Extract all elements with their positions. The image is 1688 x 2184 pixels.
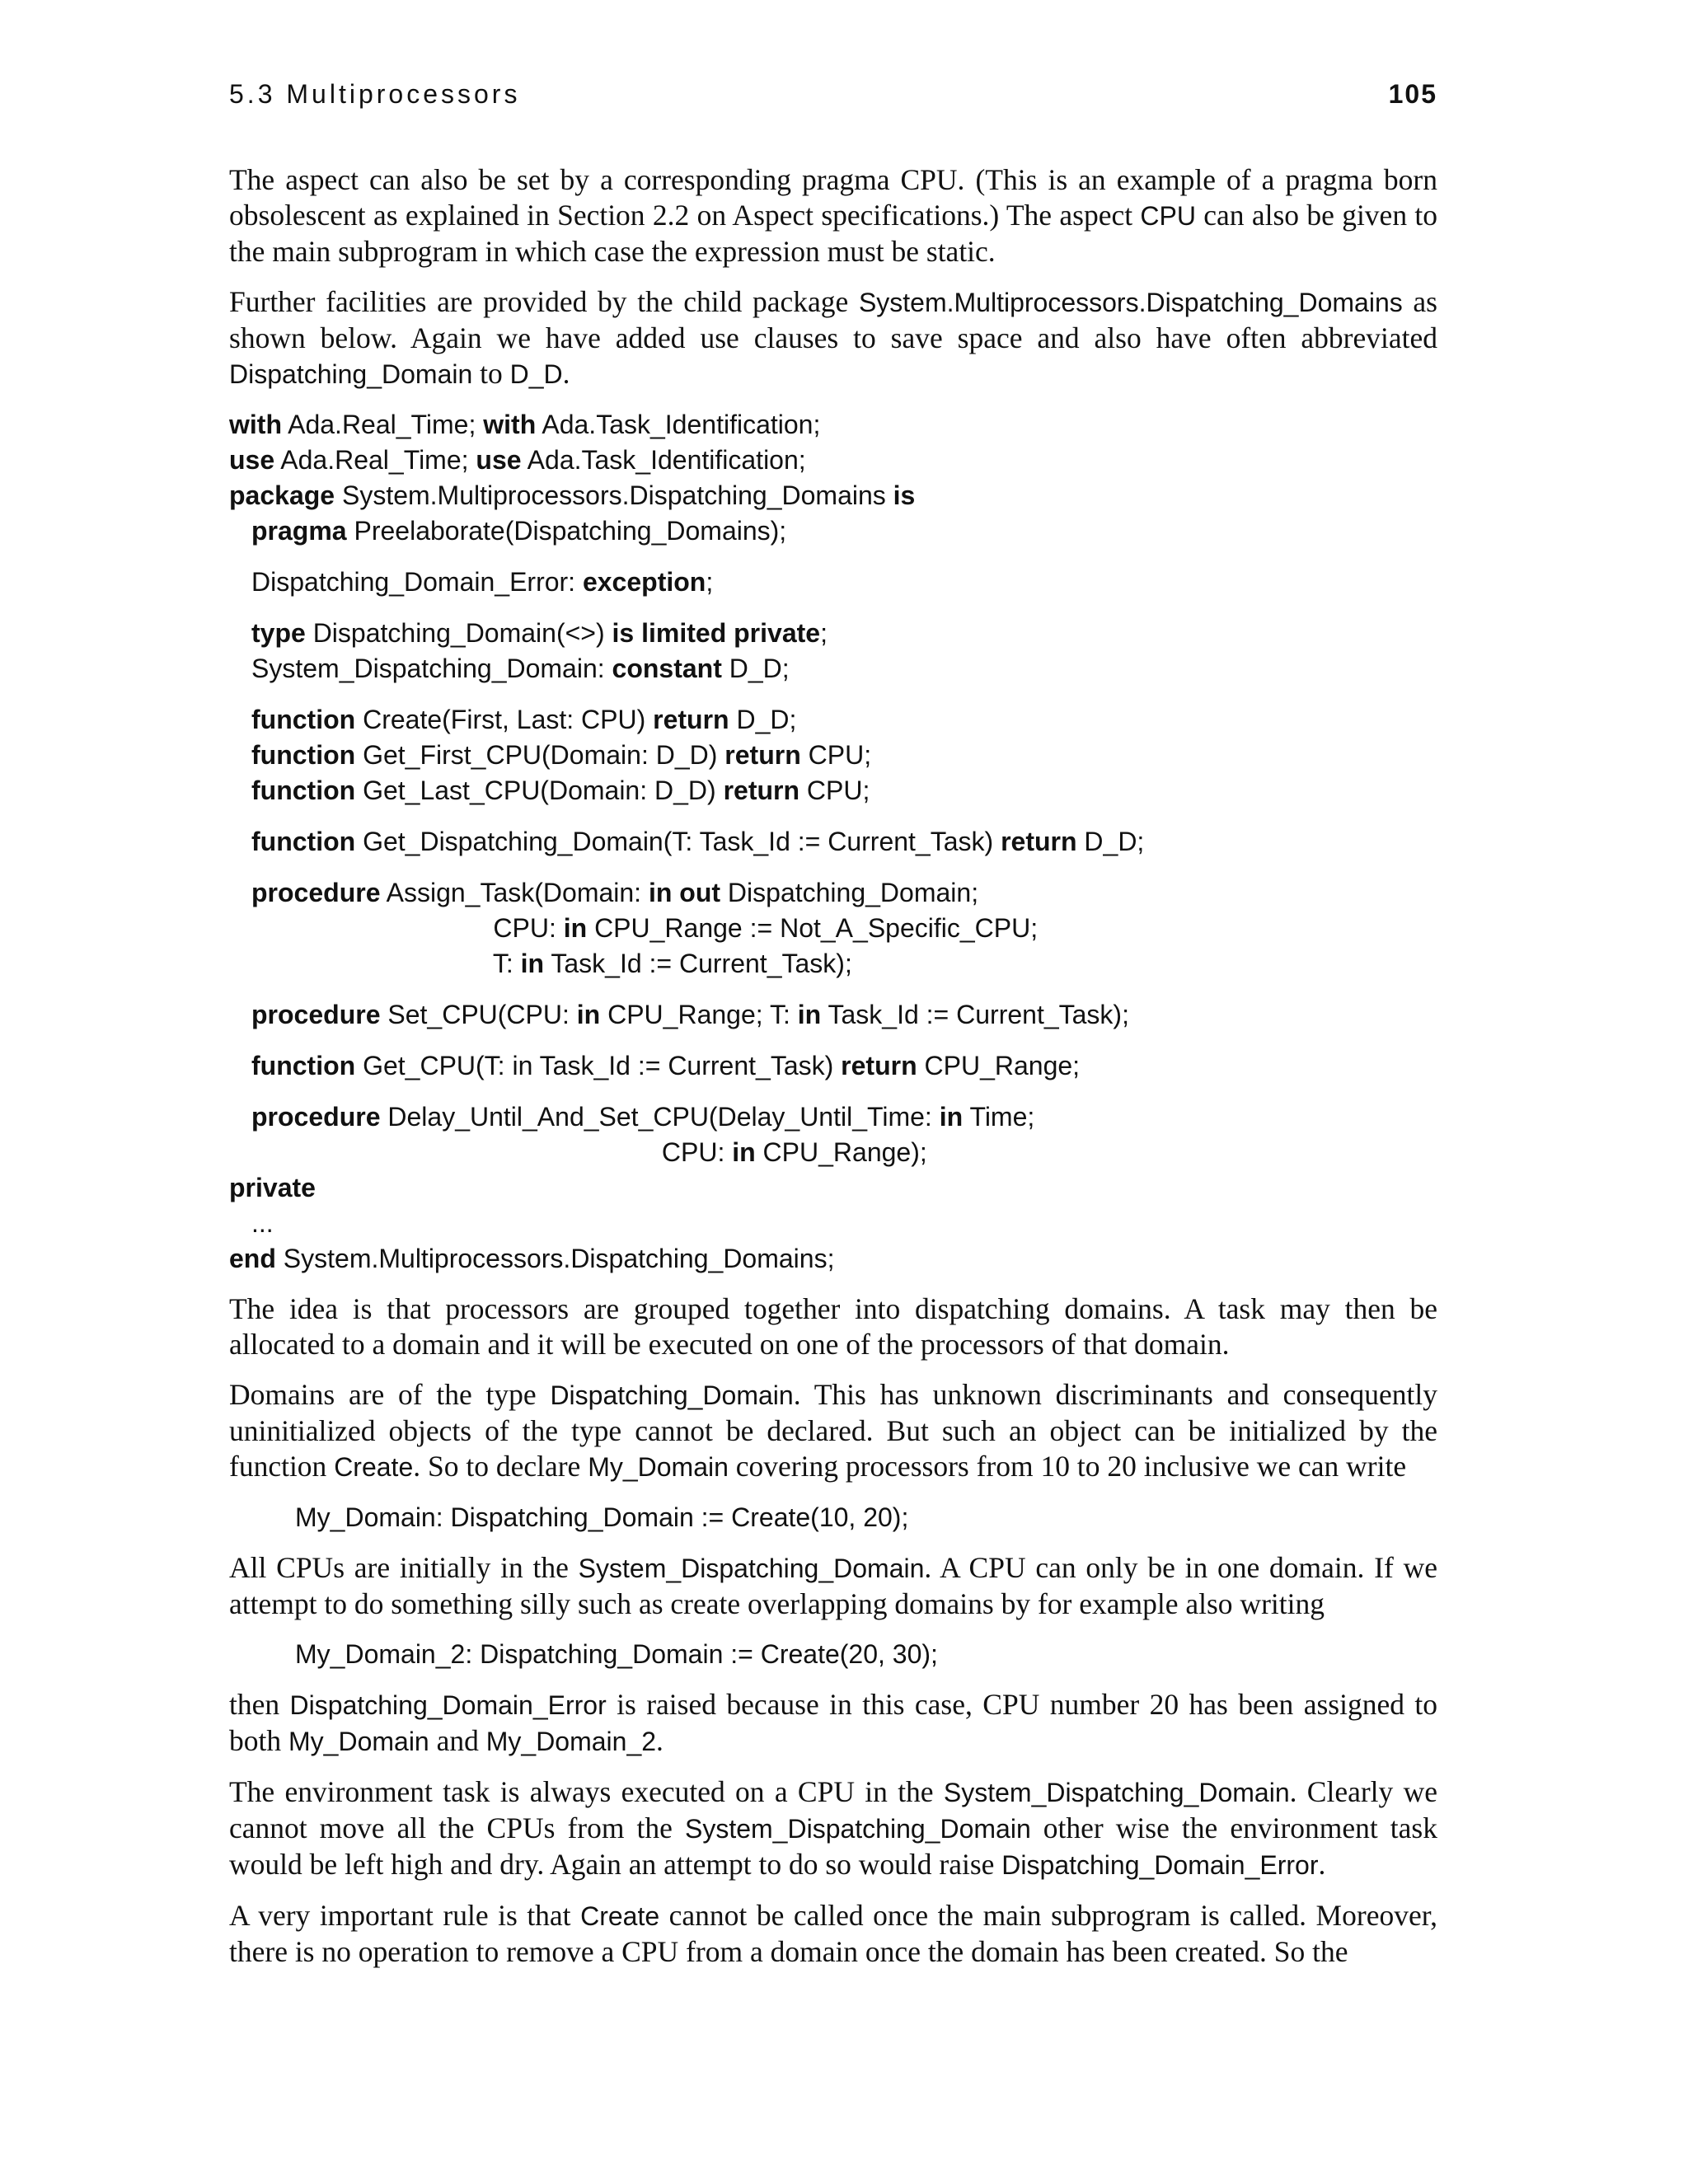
text: Domains are of the type	[229, 1378, 551, 1411]
code-text: CPU:	[251, 913, 564, 943]
keyword: use	[476, 445, 522, 475]
keyword: is	[893, 480, 916, 510]
code-line-21	[229, 1241, 1437, 1277]
text: . This has unknown discriminants and consequently uninitialized objects of the type cannot be declared. But such an object can be initialized by the function	[229, 1378, 1437, 1483]
code-line-8	[229, 702, 1437, 738]
running-head	[229, 79, 1437, 119]
paragraph-2	[229, 284, 1437, 392]
inline-code: System_Dispatching_Domain	[684, 1814, 1031, 1844]
keyword: package	[229, 480, 335, 510]
paragraph-6	[229, 1687, 1437, 1760]
code-line-20	[229, 1206, 1437, 1241]
code-line-5	[229, 565, 1437, 600]
code-line-4	[229, 513, 1437, 549]
code-text: CPU;	[799, 776, 870, 805]
code-text: Dispatching_Domain;	[720, 878, 979, 907]
text: .	[562, 357, 570, 390]
keyword: exception	[582, 567, 706, 597]
code-text: ...	[251, 1208, 274, 1238]
code-text: T:	[251, 949, 521, 978]
code-text: Task_Id := Current_Task);	[821, 1000, 1129, 1029]
book-page	[229, 0, 1437, 2184]
keyword: return	[653, 705, 729, 734]
keyword: in	[939, 1102, 964, 1132]
inline-code: System.Multiprocessors.Dispatching_Domains	[858, 288, 1403, 317]
text: . So to declare	[413, 1450, 588, 1483]
keyword: private	[229, 1173, 316, 1202]
code-text: Get_First_CPU(Domain: D_D)	[355, 740, 725, 770]
code-text: CPU_Range);	[755, 1137, 927, 1167]
code-line-15	[229, 997, 1437, 1033]
code-text: Ada.Real_Time;	[281, 410, 484, 439]
paragraph-7	[229, 1774, 1437, 1883]
section-title: 5.3 Multiprocessors	[229, 79, 521, 109]
keyword: in	[576, 1000, 601, 1029]
inline-code: CPU	[1140, 201, 1196, 231]
code-text: Dispatching_Domain(<>)	[305, 618, 612, 648]
keyword: is limited private	[612, 618, 821, 648]
keyword: return	[1001, 827, 1077, 856]
keyword: function	[251, 827, 356, 856]
keyword: in	[563, 913, 588, 943]
text: .	[1318, 1848, 1326, 1881]
keyword: in out	[648, 878, 721, 907]
keyword: procedure	[251, 1000, 381, 1029]
code-text: System_Dispatching_Domain:	[251, 654, 612, 683]
text: other wise the environment task would be left high and dry. Again an attempt to do so would raise	[229, 1811, 1437, 1881]
text: is raised because in this case, CPU number 20 has been assigned to both	[229, 1688, 1437, 1757]
text: then	[229, 1688, 290, 1721]
code-gap	[229, 549, 1437, 565]
code-text: Get_CPU(T: in Task_Id := Current_Task)	[355, 1051, 842, 1080]
code-gap	[229, 808, 1437, 824]
keyword: in	[732, 1137, 756, 1167]
paragraph-8	[229, 1898, 1437, 1970]
inline-code: Create	[580, 1901, 660, 1931]
code-example-2: My_Domain_2: Dispatching_Domain := Create(20, 30);	[295, 1639, 938, 1669]
text: covering processors from 10 to 20 inclusive we can write	[728, 1450, 1407, 1483]
inline-code: Dispatching_Domain	[550, 1380, 794, 1410]
code-gap	[229, 1084, 1437, 1099]
code-text: Ada.Real_Time;	[274, 445, 476, 475]
package-spec-code	[229, 407, 1437, 1277]
code-text: Delay_Until_And_Set_CPU(Delay_Until_Time:	[380, 1102, 940, 1132]
code-text: CPU:	[251, 1137, 733, 1167]
code-line-9	[229, 738, 1437, 773]
code-gap	[229, 860, 1437, 875]
code-text: ;	[706, 567, 714, 597]
keyword: return	[723, 776, 800, 805]
code-text: Set_CPU(CPU:	[380, 1000, 577, 1029]
code-text: Assign_Task(Domain:	[380, 878, 649, 907]
keyword: with	[483, 410, 537, 439]
code-text: D_D;	[721, 654, 790, 683]
code-line-13	[229, 911, 1437, 946]
keyword: type	[251, 618, 306, 648]
text: A very important rule is that	[229, 1899, 581, 1932]
code-text: D_D;	[1076, 827, 1145, 856]
inline-code: My_Domain_2	[485, 1727, 657, 1756]
text: All CPUs are initially in the	[229, 1551, 579, 1584]
paragraph-1	[229, 162, 1437, 269]
text: The environment task is always executed on a CPU in the	[229, 1775, 944, 1808]
code-text: CPU_Range := Not_A_Specific_CPU;	[587, 913, 1039, 943]
code-line-6	[229, 616, 1437, 651]
code-line-17	[229, 1099, 1437, 1135]
keyword: end	[229, 1244, 276, 1273]
text: . Clearly we cannot move all the CPUs from the	[229, 1775, 1437, 1844]
code-text: D_D;	[729, 705, 797, 734]
text: Further facilities are provided by the child package	[229, 285, 859, 318]
code-line-7	[229, 651, 1437, 687]
code-line-3	[229, 478, 1437, 513]
text: The aspect can also be set by a corresponding pragma CPU. (This is an example of a pragma born obsolescent as explained in Section 2.2 on Aspect specifications.) The aspect	[229, 163, 1437, 232]
text: cannot be called once the main subprogram is called. Moreover, there is no operation to remove a CPU from a domain once the domain has been created. So the	[229, 1899, 1437, 1968]
text: .	[656, 1724, 663, 1757]
keyword: return	[724, 740, 801, 770]
keyword: function	[251, 1051, 356, 1080]
code-gap	[229, 687, 1437, 702]
inline-code: Dispatching_Domain_Error	[1001, 1850, 1319, 1880]
code-text: Create(First, Last: CPU)	[355, 705, 654, 734]
keyword: function	[251, 740, 356, 770]
code-text: Dispatching_Domain_Error:	[251, 567, 583, 597]
paragraph-4	[229, 1377, 1437, 1485]
code-text: CPU_Range;	[917, 1051, 1081, 1080]
code-text: System.Multiprocessors.Dispatching_Domains	[335, 480, 893, 510]
code-line-14	[229, 946, 1437, 982]
keyword: use	[229, 445, 275, 475]
keyword: procedure	[251, 1102, 381, 1132]
code-text: CPU;	[800, 740, 872, 770]
inline-code: Dispatching_Domain_Error	[289, 1690, 607, 1720]
code-text: Task_Id := Current_Task);	[544, 949, 852, 978]
text: to	[472, 357, 510, 390]
keyword: function	[251, 776, 356, 805]
inline-code: D_D	[509, 359, 563, 389]
page-number: 105	[1388, 79, 1437, 109]
code-text: Preelaborate(Dispatching_Domains);	[346, 516, 787, 546]
code-line-2	[229, 443, 1437, 478]
code-line-10	[229, 773, 1437, 808]
code-text: Get_Last_CPU(Domain: D_D)	[355, 776, 724, 805]
paragraph-3: The idea is that processors are grouped together into dispatching domains. A task may then be allocated to a domain and it will be executed on one of the processors of that domain.	[229, 1292, 1437, 1361]
keyword: constant	[612, 654, 722, 683]
code-line-16	[229, 1048, 1437, 1084]
keyword: with	[229, 410, 282, 439]
code-gap	[229, 600, 1437, 616]
code-text: ;	[820, 618, 828, 648]
inline-code: My_Domain	[288, 1727, 429, 1756]
code-text: CPU_Range; T:	[600, 1000, 798, 1029]
code-line-1	[229, 407, 1437, 443]
inline-code: System_Dispatching_Domain	[578, 1554, 925, 1583]
code-line-19	[229, 1170, 1437, 1206]
code-text: System.Multiprocessors.Dispatching_Domains;	[275, 1244, 835, 1273]
inline-code: Create	[334, 1452, 414, 1482]
keyword: in	[797, 1000, 822, 1029]
inline-code: System_Dispatching_Domain	[943, 1778, 1290, 1807]
text: can also be given to the main subprogram in which case the expression must be static.	[229, 199, 1437, 268]
keyword: pragma	[251, 516, 347, 546]
text: and	[429, 1724, 486, 1757]
keyword: return	[841, 1051, 917, 1080]
inline-code: My_Domain	[588, 1452, 729, 1482]
inline-code: Dispatching_Domain	[229, 359, 473, 389]
page-content	[229, 162, 1437, 1985]
code-gap	[229, 1033, 1437, 1048]
keyword: function	[251, 705, 356, 734]
paragraph-5	[229, 1550, 1437, 1622]
code-text: Time;	[963, 1102, 1035, 1132]
code-line-12	[229, 875, 1437, 911]
keyword: in	[520, 949, 545, 978]
text: as shown below. Again we have added use clauses to save space and also have often abbreviated	[229, 285, 1437, 354]
code-text: Get_Dispatching_Domain(T: Task_Id := Current_Task)	[355, 827, 1001, 856]
code-text: Ada.Task_Identification;	[521, 445, 806, 475]
code-gap	[229, 982, 1437, 997]
keyword: procedure	[251, 878, 381, 907]
code-line-11	[229, 824, 1437, 860]
code-line-18	[229, 1135, 1437, 1170]
code-example-1: My_Domain: Dispatching_Domain := Create(10, 20);	[295, 1502, 909, 1532]
text: . A CPU can only be in one domain. If we attempt to do something silly such as create overlapping domains by for example also writing	[229, 1551, 1437, 1620]
code-text: Ada.Task_Identification;	[536, 410, 821, 439]
